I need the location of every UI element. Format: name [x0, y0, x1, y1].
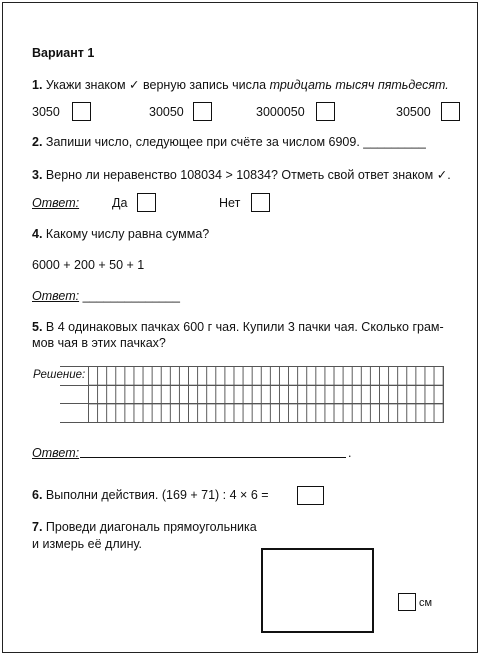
- task3-yes-label: Да: [112, 196, 128, 210]
- task1-prompt-a: Укажи знаком: [45, 78, 126, 92]
- task3-prompt: Верно ли неравенство 108034 > 10834? Отметь свой ответ знаком: [45, 168, 434, 182]
- task1-option-3-label: 3000050: [256, 105, 305, 119]
- task3-answer-label: Ответ:: [32, 196, 80, 210]
- task1-option-4-label: 30500: [396, 105, 431, 119]
- checkmark-icon: ✓: [129, 78, 140, 92]
- task5-answer-dot: .: [348, 446, 352, 460]
- task1-option-1-checkbox[interactable]: [72, 102, 91, 121]
- task1-text: [32, 78, 449, 93]
- task4-answer-row: [32, 289, 180, 304]
- task4-answer-blank[interactable]: ______________: [82, 289, 180, 303]
- task4-expression: 6000 + 200 + 50 + 1: [32, 258, 145, 272]
- task1-phrase: тридцать тысяч пятьдесят.: [269, 78, 449, 92]
- grid-line: [60, 403, 443, 404]
- task7-text-line1: [32, 520, 257, 535]
- task1-option-2-checkbox[interactable]: [193, 102, 212, 121]
- task5-text-line1: [32, 320, 444, 335]
- task4-answer-label: Ответ:: [32, 289, 80, 303]
- task7-number: 7.: [32, 520, 43, 534]
- task1-prompt-b: верную запись числа: [143, 78, 267, 92]
- task7-rectangle[interactable]: [261, 548, 374, 633]
- task1-option-3-checkbox[interactable]: [316, 102, 335, 121]
- task6-text: [32, 488, 269, 503]
- task5-solution-grid[interactable]: [88, 366, 444, 423]
- checkmark-icon: ✓.: [436, 168, 451, 182]
- task2-prompt: Запиши число, следующее при счёте за числом 6909.: [45, 135, 360, 149]
- task7-text-line2: и измерь её длину.: [32, 537, 142, 551]
- page-title: Вариант 1: [32, 46, 95, 60]
- task2-text: [32, 135, 426, 150]
- grid-line: [60, 422, 443, 423]
- task6-prompt: Выполни действия. (169 + 71) : 4 × 6 =: [45, 488, 269, 502]
- task7-unit-label: см: [419, 597, 433, 609]
- grid-line: [60, 385, 443, 386]
- task5-number: 5.: [32, 320, 43, 334]
- task5-prompt-line1: В 4 одинаковых пачках 600 г чая. Купили 3 пачки чая. Сколько грам-: [45, 320, 444, 334]
- task2-answer-blank[interactable]: _________: [363, 135, 426, 149]
- task2-number: 2.: [32, 135, 43, 149]
- task3-text: [32, 168, 451, 183]
- task4-prompt: Какому числу равна сумма?: [45, 227, 210, 241]
- task6-answer-box[interactable]: [297, 486, 324, 505]
- task7-answer-box[interactable]: [398, 593, 416, 611]
- task5-solution-label: Решение:: [33, 369, 86, 381]
- task1-option-2-label: 30050: [149, 105, 184, 119]
- task4-number: 4.: [32, 227, 43, 241]
- task3-no-checkbox[interactable]: [251, 193, 270, 212]
- task6-number: 6.: [32, 488, 43, 502]
- task3-number: 3.: [32, 168, 43, 182]
- task1-option-1-label: 3050: [32, 105, 60, 119]
- task1-option-4-checkbox[interactable]: [441, 102, 460, 121]
- task5-text-line2: мов чая в этих пачках?: [32, 336, 166, 350]
- task5-answer-line[interactable]: [80, 457, 346, 458]
- task5-answer-label: Ответ:: [32, 446, 80, 460]
- task3-yes-checkbox[interactable]: [137, 193, 156, 212]
- task1-number: 1.: [32, 78, 43, 92]
- task4-text: [32, 227, 209, 242]
- task7-prompt-line1: Проведи диагональ прямоугольника: [45, 520, 257, 534]
- task3-no-label: Нет: [219, 196, 241, 210]
